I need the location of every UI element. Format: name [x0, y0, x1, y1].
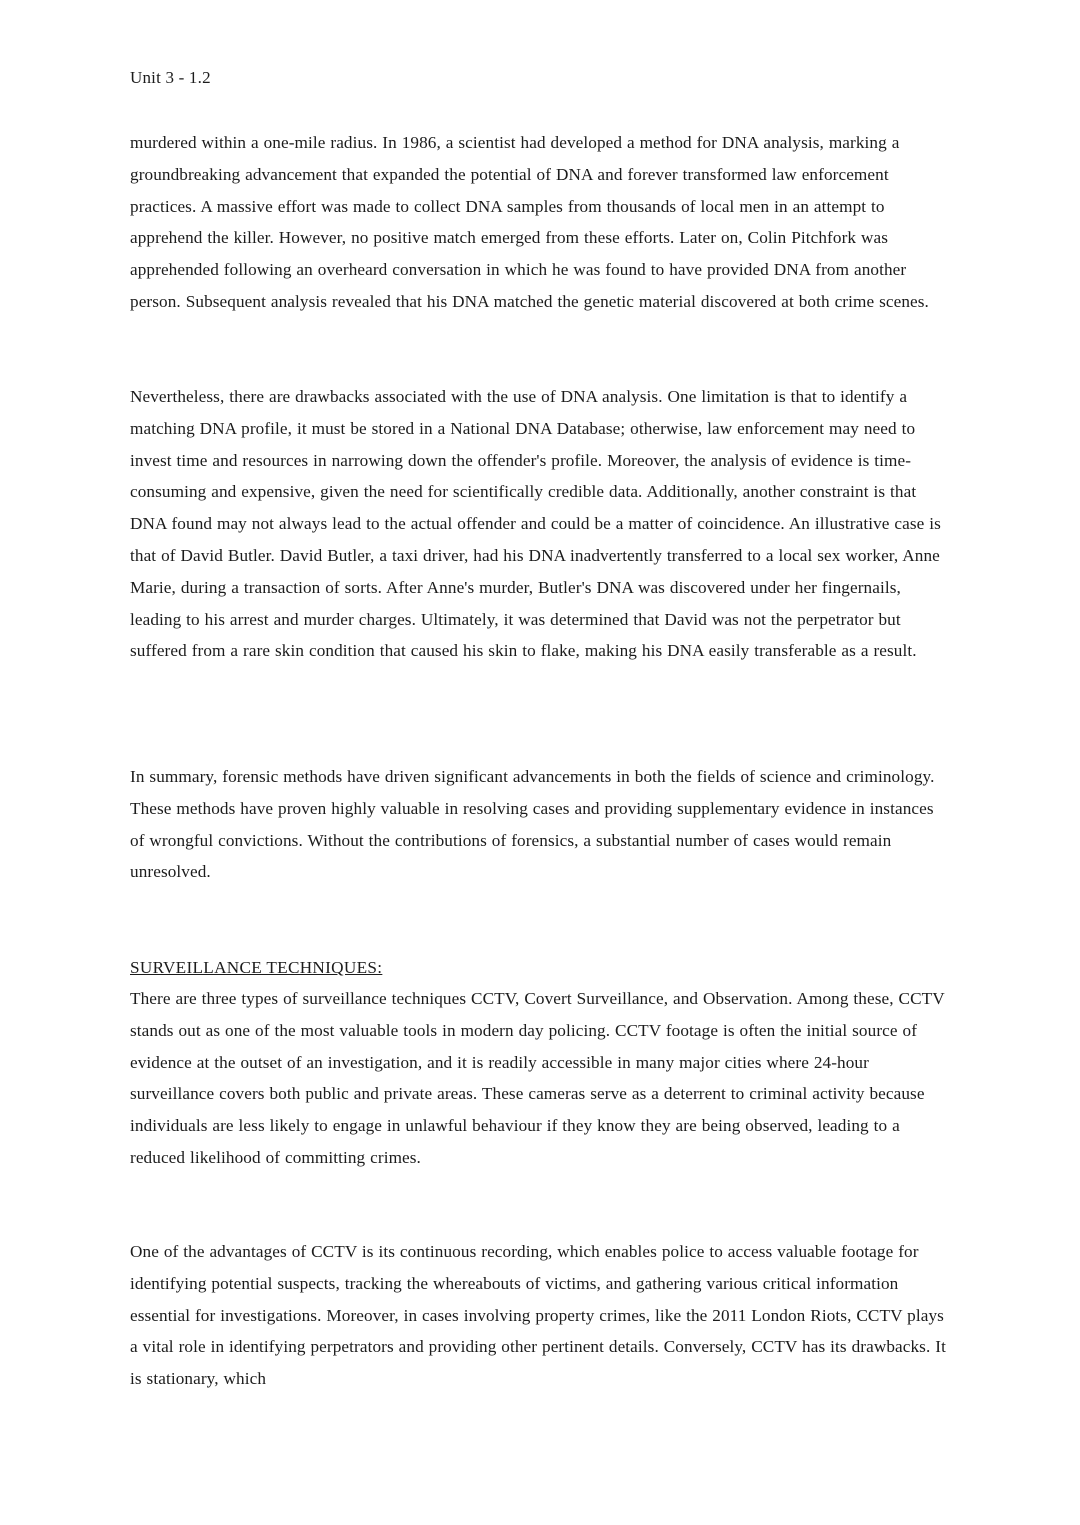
unit-header: Unit 3 - 1.2 — [130, 68, 211, 87]
paragraph-dna-pitchfork: murdered within a one-mile radius. In 1986, a scientist had developed a method for DNA analysis, marking a groundbreaking advancement that expanded the potential of DNA and forever transformed law enforcement practices. A massive effort was made to collect DNA samples from thousands of local men in an attempt to apprehend the killer. However, no positive match emerged from these efforts. Later on, Colin Pitchfork was apprehended following an overheard conversation in which he was found to have provided DNA from another person. Subsequent analysis revealed that his DNA matched the genetic material discovered at both crime scenes. — [130, 133, 929, 311]
paragraph-dna-drawbacks: Nevertheless, there are drawbacks associated with the use of DNA analysis. One limitation is that to identify a matching DNA profile, it must be stored in a National DNA Database; otherwise, law enforcement may need to invest time and resources in narrowing down the offender's profile. Moreover, the analysis of evidence is time-consuming and expensive, given the need for scientifically credible data. Additionally, another constraint is that DNA found may not always lead to the actual offender and could be a matter of coincidence. An illustrative case is that of David Butler. David Butler, a taxi driver, had his DNA inadvertently transferred to a local sex worker, Anne Marie, during a transaction of sorts. After Anne's murder, Butler's DNA was discovered under her fingernails, leading to his arrest and murder charges. Ultimately, it was determined that David was not the perpetrator but suffered from a rare skin condition that caused his skin to flake, making his DNA easily transferable as a result. — [130, 387, 941, 661]
paragraph-forensics-summary: In summary, forensic methods have driven significant advancements in both the fields of science and criminology. These methods have proven highly valuable in resolving cases and providing supplementary evidence in instances of wrongful convictions. Without the contributions of forensics, a substantial number of cases would remain unresolved. — [130, 767, 935, 882]
section-heading-surveillance: SURVEILLANCE TECHNIQUES: — [130, 958, 383, 977]
paragraph-cctv-advantages: One of the advantages of CCTV is its continuous recording, which enables police to access valuable footage for identifying potential suspects, tracking the whereabouts of victims, and gathering various critical information essential for investigations. Moreover, in cases involving property crimes, like the 2011 London Riots, CCTV plays a vital role in identifying perpetrators and providing other pertinent details. Conversely, CCTV has its drawbacks. It is stationary, which — [130, 1242, 946, 1389]
paragraph-surveillance-types: There are three types of surveillance techniques CCTV, Covert Surveillance, and Observation. Among these, CCTV stands out as one of the most valuable tools in modern day policing. CCTV footage is often the initial source of evidence at the outset of an investigation, and it is readily accessible in many major cities where 24-hour surveillance covers both public and private areas. These cameras serve as a deterrent to criminal activity because individuals are less likely to engage in unlawful behaviour if they know they are being observed, leading to a reduced likelihood of committing crimes. — [130, 989, 945, 1167]
